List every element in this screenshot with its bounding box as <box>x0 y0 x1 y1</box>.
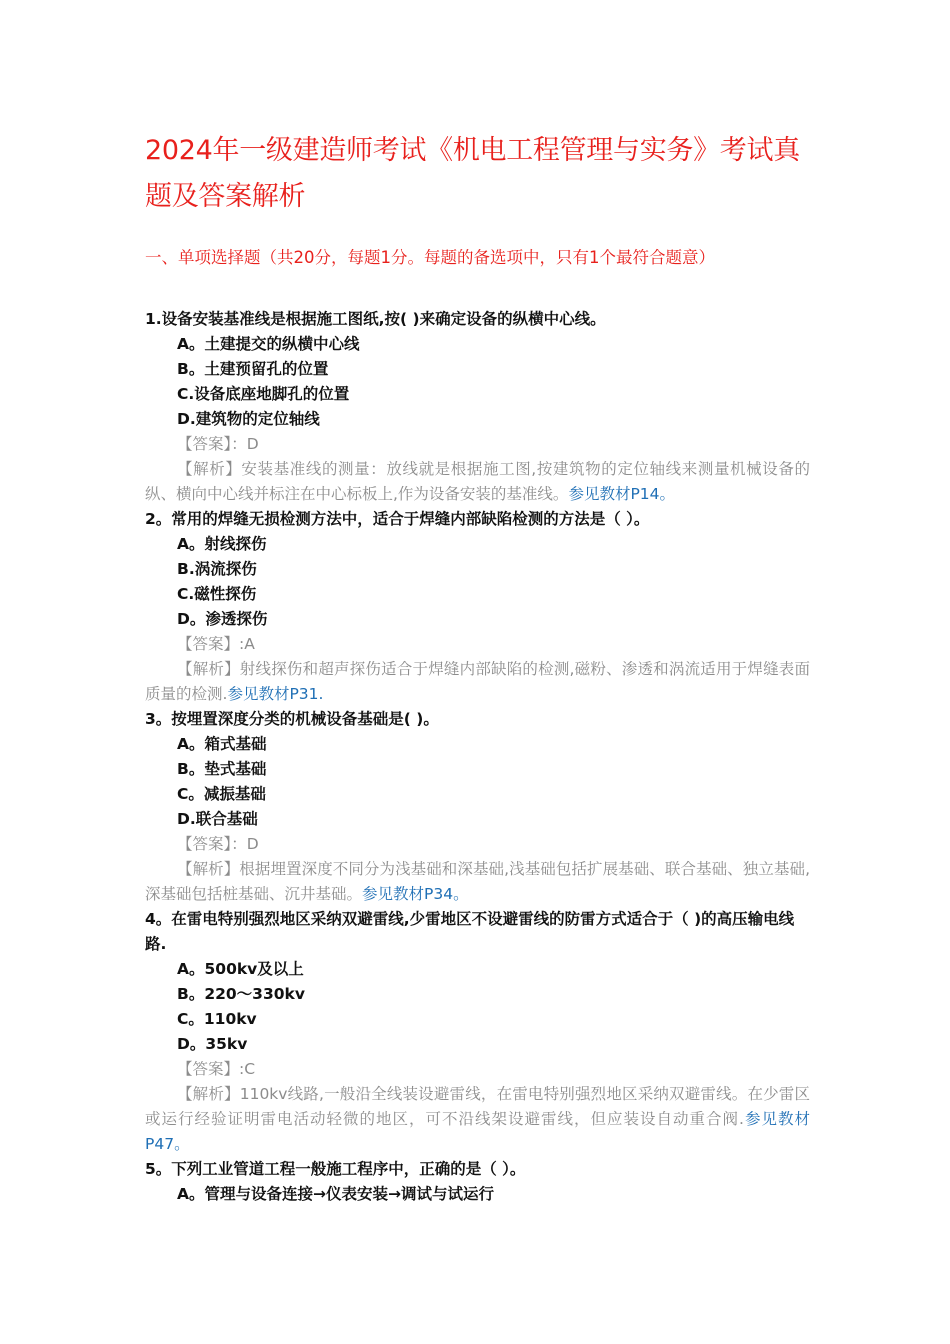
textbook-reference: 参见教材P47。 <box>145 1110 810 1153</box>
option-d: D.建筑物的定位轴线 <box>177 410 320 428</box>
question-4 <box>145 907 810 1157</box>
textbook-reference: 参见教材P34。 <box>362 885 469 903</box>
question-1 <box>145 307 810 507</box>
option-c: C。减振基础 <box>177 785 266 803</box>
answer-line: 【答案】:A <box>177 635 255 653</box>
question-stem: 3。按埋置深度分类的机械设备基础是( )。 <box>145 710 439 728</box>
option-d: D。35kv <box>177 1035 248 1053</box>
explanation <box>145 857 810 907</box>
option-d: D。渗透探伤 <box>177 610 268 628</box>
option-b: B.涡流探伤 <box>177 560 257 578</box>
option-d: D.联合基础 <box>177 810 258 828</box>
section-heading: 一、单项选择题（共20分，每题1分。每题的备选项中，只有1个最符合题意） <box>145 248 715 267</box>
answer-line: 【答案】：D <box>177 835 259 853</box>
option-b: B。垫式基础 <box>177 760 267 778</box>
explanation <box>145 1082 810 1157</box>
option-a: A。管理与设备连接→仪表安装→调试与试运行 <box>177 1185 494 1203</box>
option-b: B。220～330kv <box>177 985 305 1003</box>
explanation-text: 【解析】110kv线路,一般沿全线装设避雷线，在雷电特别强烈地区采纳双避雷线。在少雷区或运行经验证明雷电活动轻微的地区，可不沿线架设避雷线，但应装设自动重合阀. <box>145 1085 810 1128</box>
explanation-text: 【解析】射线探伤和超声探伤适合于焊缝内部缺陷的检测,磁粉、渗透和涡流适用于焊缝表面质量的检测. <box>145 660 810 703</box>
option-c: C.磁性探伤 <box>177 585 257 603</box>
option-c: C。110kv <box>177 1010 257 1028</box>
answer-line: 【答案】：D <box>177 435 259 453</box>
question-3 <box>145 707 810 907</box>
question-5 <box>145 1157 810 1207</box>
option-b: B。土建预留孔的位置 <box>177 360 329 378</box>
question-2 <box>145 507 810 707</box>
explanation <box>145 657 810 707</box>
explanation <box>145 457 810 507</box>
option-a: A。箱式基础 <box>177 735 267 753</box>
option-a: A。土建提交的纵横中心线 <box>177 335 360 353</box>
explanation-text: 【解析】安装基准线的测量：放线就是根据施工图,按建筑物的定位轴线来测量机械设备的纵、横向中心线并标注在中心标板上,作为设备安装的基准线。 <box>145 460 810 503</box>
question-stem: 2。常用的焊缝无损检测方法中，适合于焊缝内部缺陷检测的方法是（ ）。 <box>145 510 650 528</box>
document-title: 2024年一级建造师考试《机电工程管理与实务》考试真题及答案解析 <box>145 135 800 212</box>
question-list <box>145 307 810 1207</box>
textbook-reference: 参见教材P14。 <box>568 485 676 503</box>
option-a: A。500kv及以上 <box>177 960 304 978</box>
question-stem: 1.设备安装基准线是根据施工图纸,按( )来确定设备的纵横中心线。 <box>145 310 606 328</box>
option-c: C.设备底座地脚孔的位置 <box>177 385 350 403</box>
explanation-text: 【解析】根据埋置深度不同分为浅基础和深基础,浅基础包括扩展基础、联合基础、独立基础,深基础包括桩基础、沉井基础。 <box>145 860 810 903</box>
question-stem: 5。下列工业管道工程一般施工程序中，正确的是（ ）。 <box>145 1160 526 1178</box>
option-a: A。射线探伤 <box>177 535 267 553</box>
question-stem: 4。在雷电特别强烈地区采纳双避雷线,少雷地区不设避雷线的防雷方式适合于（ )的高压输电线路. <box>145 910 795 953</box>
answer-line: 【答案】:C <box>177 1060 256 1078</box>
textbook-reference: 参见教材P31. <box>227 685 324 703</box>
